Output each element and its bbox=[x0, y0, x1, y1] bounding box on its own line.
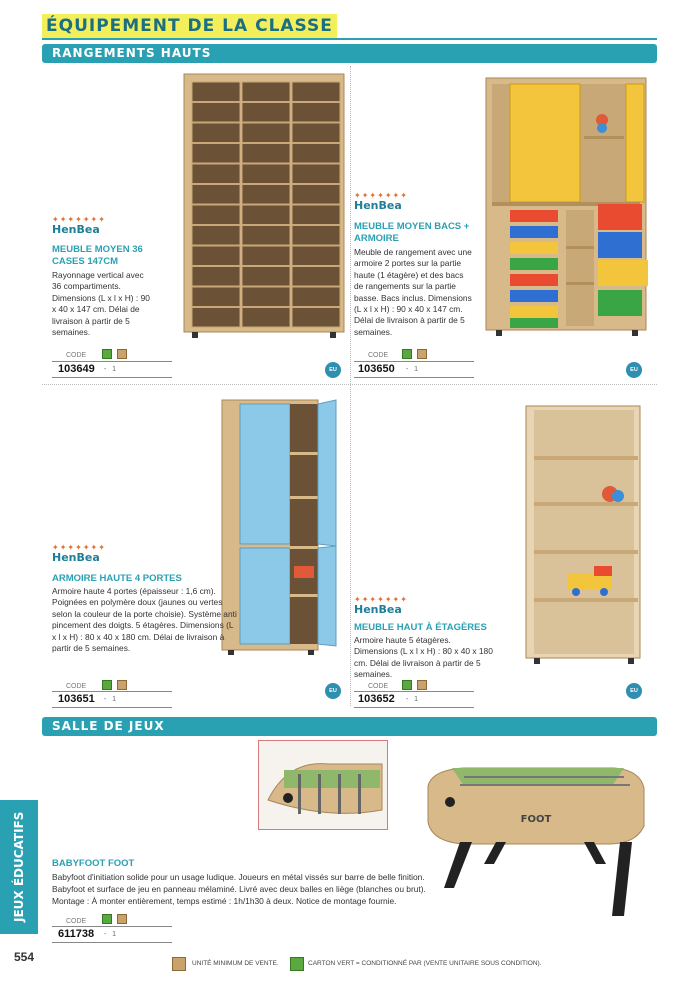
babyfoot-logo-text: FOOT bbox=[520, 814, 552, 825]
unit-box-icon bbox=[117, 914, 127, 924]
product-name: MEUBLE MOYEN 36 CASES 147CM bbox=[52, 244, 143, 267]
shelf-compartment bbox=[192, 82, 240, 102]
product-description-line-1: Babyfoot d'initiation solide pour un usage ludique. Joueurs en métal vissés sur barre de belle finition. bbox=[52, 872, 425, 882]
shelf-compartment bbox=[192, 308, 240, 328]
shelf-compartment bbox=[192, 226, 240, 246]
product-code: 611738 bbox=[58, 928, 95, 940]
shelf-compartment bbox=[192, 205, 240, 225]
code-rule bbox=[52, 926, 172, 927]
product-image-meuble-36-cases bbox=[180, 70, 350, 340]
product-image-bacs-armoire bbox=[484, 76, 654, 338]
shelf-compartment bbox=[192, 103, 240, 123]
product-name: MEUBLE MOYEN BACS + ARMOIRE bbox=[354, 221, 470, 244]
brand-logo bbox=[52, 544, 122, 564]
carton-vert-icon bbox=[402, 349, 412, 359]
shelf-compartment bbox=[192, 246, 240, 266]
min-quantity: - 1 bbox=[104, 696, 117, 703]
brand-logo-figures: ✦✦✦✦✦✦✦ bbox=[354, 191, 408, 200]
section-bar-rangements bbox=[42, 44, 657, 63]
code-rule bbox=[52, 377, 172, 378]
brand-logo bbox=[52, 216, 122, 236]
shelf-compartment bbox=[192, 287, 240, 307]
side-tab-label: JEUX ÉDUCATIFS bbox=[12, 811, 26, 923]
brand-logo-figures: ✦✦✦✦✦✦✦ bbox=[52, 215, 106, 224]
product-image-babyfoot bbox=[424, 756, 650, 918]
page-title: ÉQUIPEMENT DE LA CLASSE bbox=[42, 14, 337, 38]
shelf-compartment bbox=[192, 267, 240, 287]
shelf-compartment bbox=[292, 267, 340, 287]
product-name: ARMOIRE HAUTE 4 PORTES bbox=[52, 573, 182, 584]
unit-box-icon bbox=[417, 349, 427, 359]
code-label: CODE bbox=[66, 352, 87, 359]
min-quantity: - 1 bbox=[104, 366, 117, 373]
shelf-compartment bbox=[292, 164, 340, 184]
shelf-compartment bbox=[242, 164, 290, 184]
code-label: CODE bbox=[368, 683, 389, 690]
shelf-compartment bbox=[242, 246, 290, 266]
shelf-compartment bbox=[242, 185, 290, 205]
unit-box-icon bbox=[117, 680, 127, 690]
brand-logo-text: HenBea bbox=[354, 199, 402, 212]
brand-logo bbox=[354, 596, 424, 616]
shelf-compartment bbox=[242, 103, 290, 123]
code-rule bbox=[52, 707, 172, 708]
product-description: Rayonnage vertical avec 36 compartiments. Dimensions (L x l x H) : 90 x 40 x 147 cm. Délai de livraison à partir de 5 semaines. bbox=[52, 270, 150, 338]
shelf-compartment bbox=[292, 287, 340, 307]
shelf-compartment bbox=[242, 205, 290, 225]
shelf-compartment bbox=[292, 185, 340, 205]
shelf-compartment bbox=[292, 103, 340, 123]
shelf-compartment bbox=[242, 267, 290, 287]
unit-box-icon bbox=[117, 349, 127, 359]
carton-vert-icon bbox=[102, 349, 112, 359]
min-quantity-value: 1 bbox=[414, 696, 419, 703]
product-description: Meuble de rangement avec une armoire 2 portes sur la partie haute (1 étagère) et des bacs de rangements sur la partie basse. Bacs inclus. Dimensions (L x l x H) : 90 x 40 x 147 cm. Délai de livraison à partir de 5 semaines. bbox=[354, 247, 472, 337]
footer-unit-legend: UNITÉ MINIMUM DE VENTE. bbox=[192, 960, 279, 967]
code-label: CODE bbox=[66, 683, 87, 690]
footer-carton-legend: CARTON VERT = CONDITIONNÉ PAR (VENTE UNITAIRE SOUS CONDITION). bbox=[308, 960, 542, 967]
min-quantity-value: 1 bbox=[112, 696, 117, 703]
shelf-compartment bbox=[292, 205, 340, 225]
min-quantity-value: 1 bbox=[112, 366, 117, 373]
shelf-compartment bbox=[242, 123, 290, 143]
brand-logo-text: HenBea bbox=[52, 551, 100, 564]
code-rule bbox=[52, 361, 172, 362]
section-title: RANGEMENTS HAUTS bbox=[52, 46, 212, 60]
product-image-meuble-haut-etageres bbox=[522, 402, 646, 666]
min-quantity: - 1 bbox=[406, 696, 419, 703]
min-quantity-value: 1 bbox=[414, 366, 419, 373]
product-code: 103651 bbox=[58, 693, 95, 705]
code-rule bbox=[354, 691, 474, 692]
carton-vert-icon bbox=[102, 680, 112, 690]
shelf-compartment bbox=[242, 144, 290, 164]
product-description: Armoire haute 4 portes (épaisseur : 1,6 cm). Poignées en polymère doux (jaunes ou vertes selon la couleur de la porte choisie). Système anti pincement des doigts. 5 étagères. Dimensions (L x l x H) : 80 x 40 x 180 cm. Délai de livraison à partir de 5 semaines. bbox=[52, 586, 237, 654]
section-bar-salle-de-jeux bbox=[42, 717, 657, 736]
brand-logo-figures: ✦✦✦✦✦✦✦ bbox=[354, 595, 408, 604]
eu-badge: EU bbox=[626, 683, 642, 699]
title-rule bbox=[42, 38, 657, 40]
shelf-compartment bbox=[192, 123, 240, 143]
min-quantity: - 1 bbox=[104, 931, 117, 938]
unit-box-icon bbox=[417, 680, 427, 690]
shelf-compartment bbox=[242, 287, 290, 307]
shelf-compartment bbox=[292, 82, 340, 102]
brand-logo bbox=[354, 192, 424, 212]
shelf-compartment bbox=[242, 82, 290, 102]
shelf-compartment bbox=[242, 226, 290, 246]
carton-vert-icon bbox=[102, 914, 112, 924]
code-rule bbox=[354, 377, 474, 378]
column-divider bbox=[350, 66, 351, 706]
brand-logo-figures: ✦✦✦✦✦✦✦ bbox=[52, 543, 106, 552]
shelf-compartment bbox=[292, 308, 340, 328]
product-code: 103649 bbox=[58, 363, 95, 375]
code-rule bbox=[52, 942, 172, 943]
page-number: 554 bbox=[14, 950, 35, 964]
eu-badge: EU bbox=[325, 362, 341, 378]
code-rule bbox=[354, 707, 474, 708]
product-name: BABYFOOT FOOT bbox=[52, 858, 135, 869]
product-description: Armoire haute 5 étagères. Dimensions (L x l x H) : 80 x 40 x 180 cm. Délai de livraison à partir de 5 semaines. bbox=[354, 635, 493, 680]
shelf-compartment bbox=[292, 144, 340, 164]
shelf-compartment bbox=[192, 144, 240, 164]
shelf-compartment bbox=[192, 185, 240, 205]
row-divider bbox=[42, 384, 657, 385]
brand-logo-text: HenBea bbox=[52, 223, 100, 236]
brand-logo-text: HenBea bbox=[354, 603, 402, 616]
product-code: 103652 bbox=[358, 693, 395, 705]
product-description-line-3: Montage : À monter entièrement, temps estimé : 1h/1h30 à deux. Notice de montage fournie. bbox=[52, 896, 397, 906]
shelf-compartment bbox=[242, 308, 290, 328]
min-quantity: - 1 bbox=[406, 366, 419, 373]
shelf-compartment bbox=[292, 123, 340, 143]
eu-badge: EU bbox=[626, 362, 642, 378]
section-title: SALLE DE JEUX bbox=[52, 719, 165, 733]
carton-vert-icon bbox=[402, 680, 412, 690]
min-quantity-value: 1 bbox=[112, 931, 117, 938]
product-name: MEUBLE HAUT À ÉTAGÈRES bbox=[354, 622, 487, 633]
unit-box-icon bbox=[172, 957, 186, 971]
code-label: CODE bbox=[66, 918, 87, 925]
code-label: CODE bbox=[368, 352, 389, 359]
product-image-babyfoot-detail bbox=[258, 740, 388, 830]
eu-badge: EU bbox=[325, 683, 341, 699]
code-rule bbox=[52, 691, 172, 692]
shelf-compartment bbox=[292, 226, 340, 246]
product-description-line-2: Babyfoot et surface de jeu en panneau mélaminé. Livré avec deux balles en liège (blanches ou brut). bbox=[52, 884, 426, 894]
product-code: 103650 bbox=[358, 363, 395, 375]
carton-vert-icon bbox=[290, 957, 304, 971]
shelf-compartment bbox=[192, 164, 240, 184]
shelf-compartment bbox=[292, 246, 340, 266]
code-rule bbox=[354, 361, 474, 362]
